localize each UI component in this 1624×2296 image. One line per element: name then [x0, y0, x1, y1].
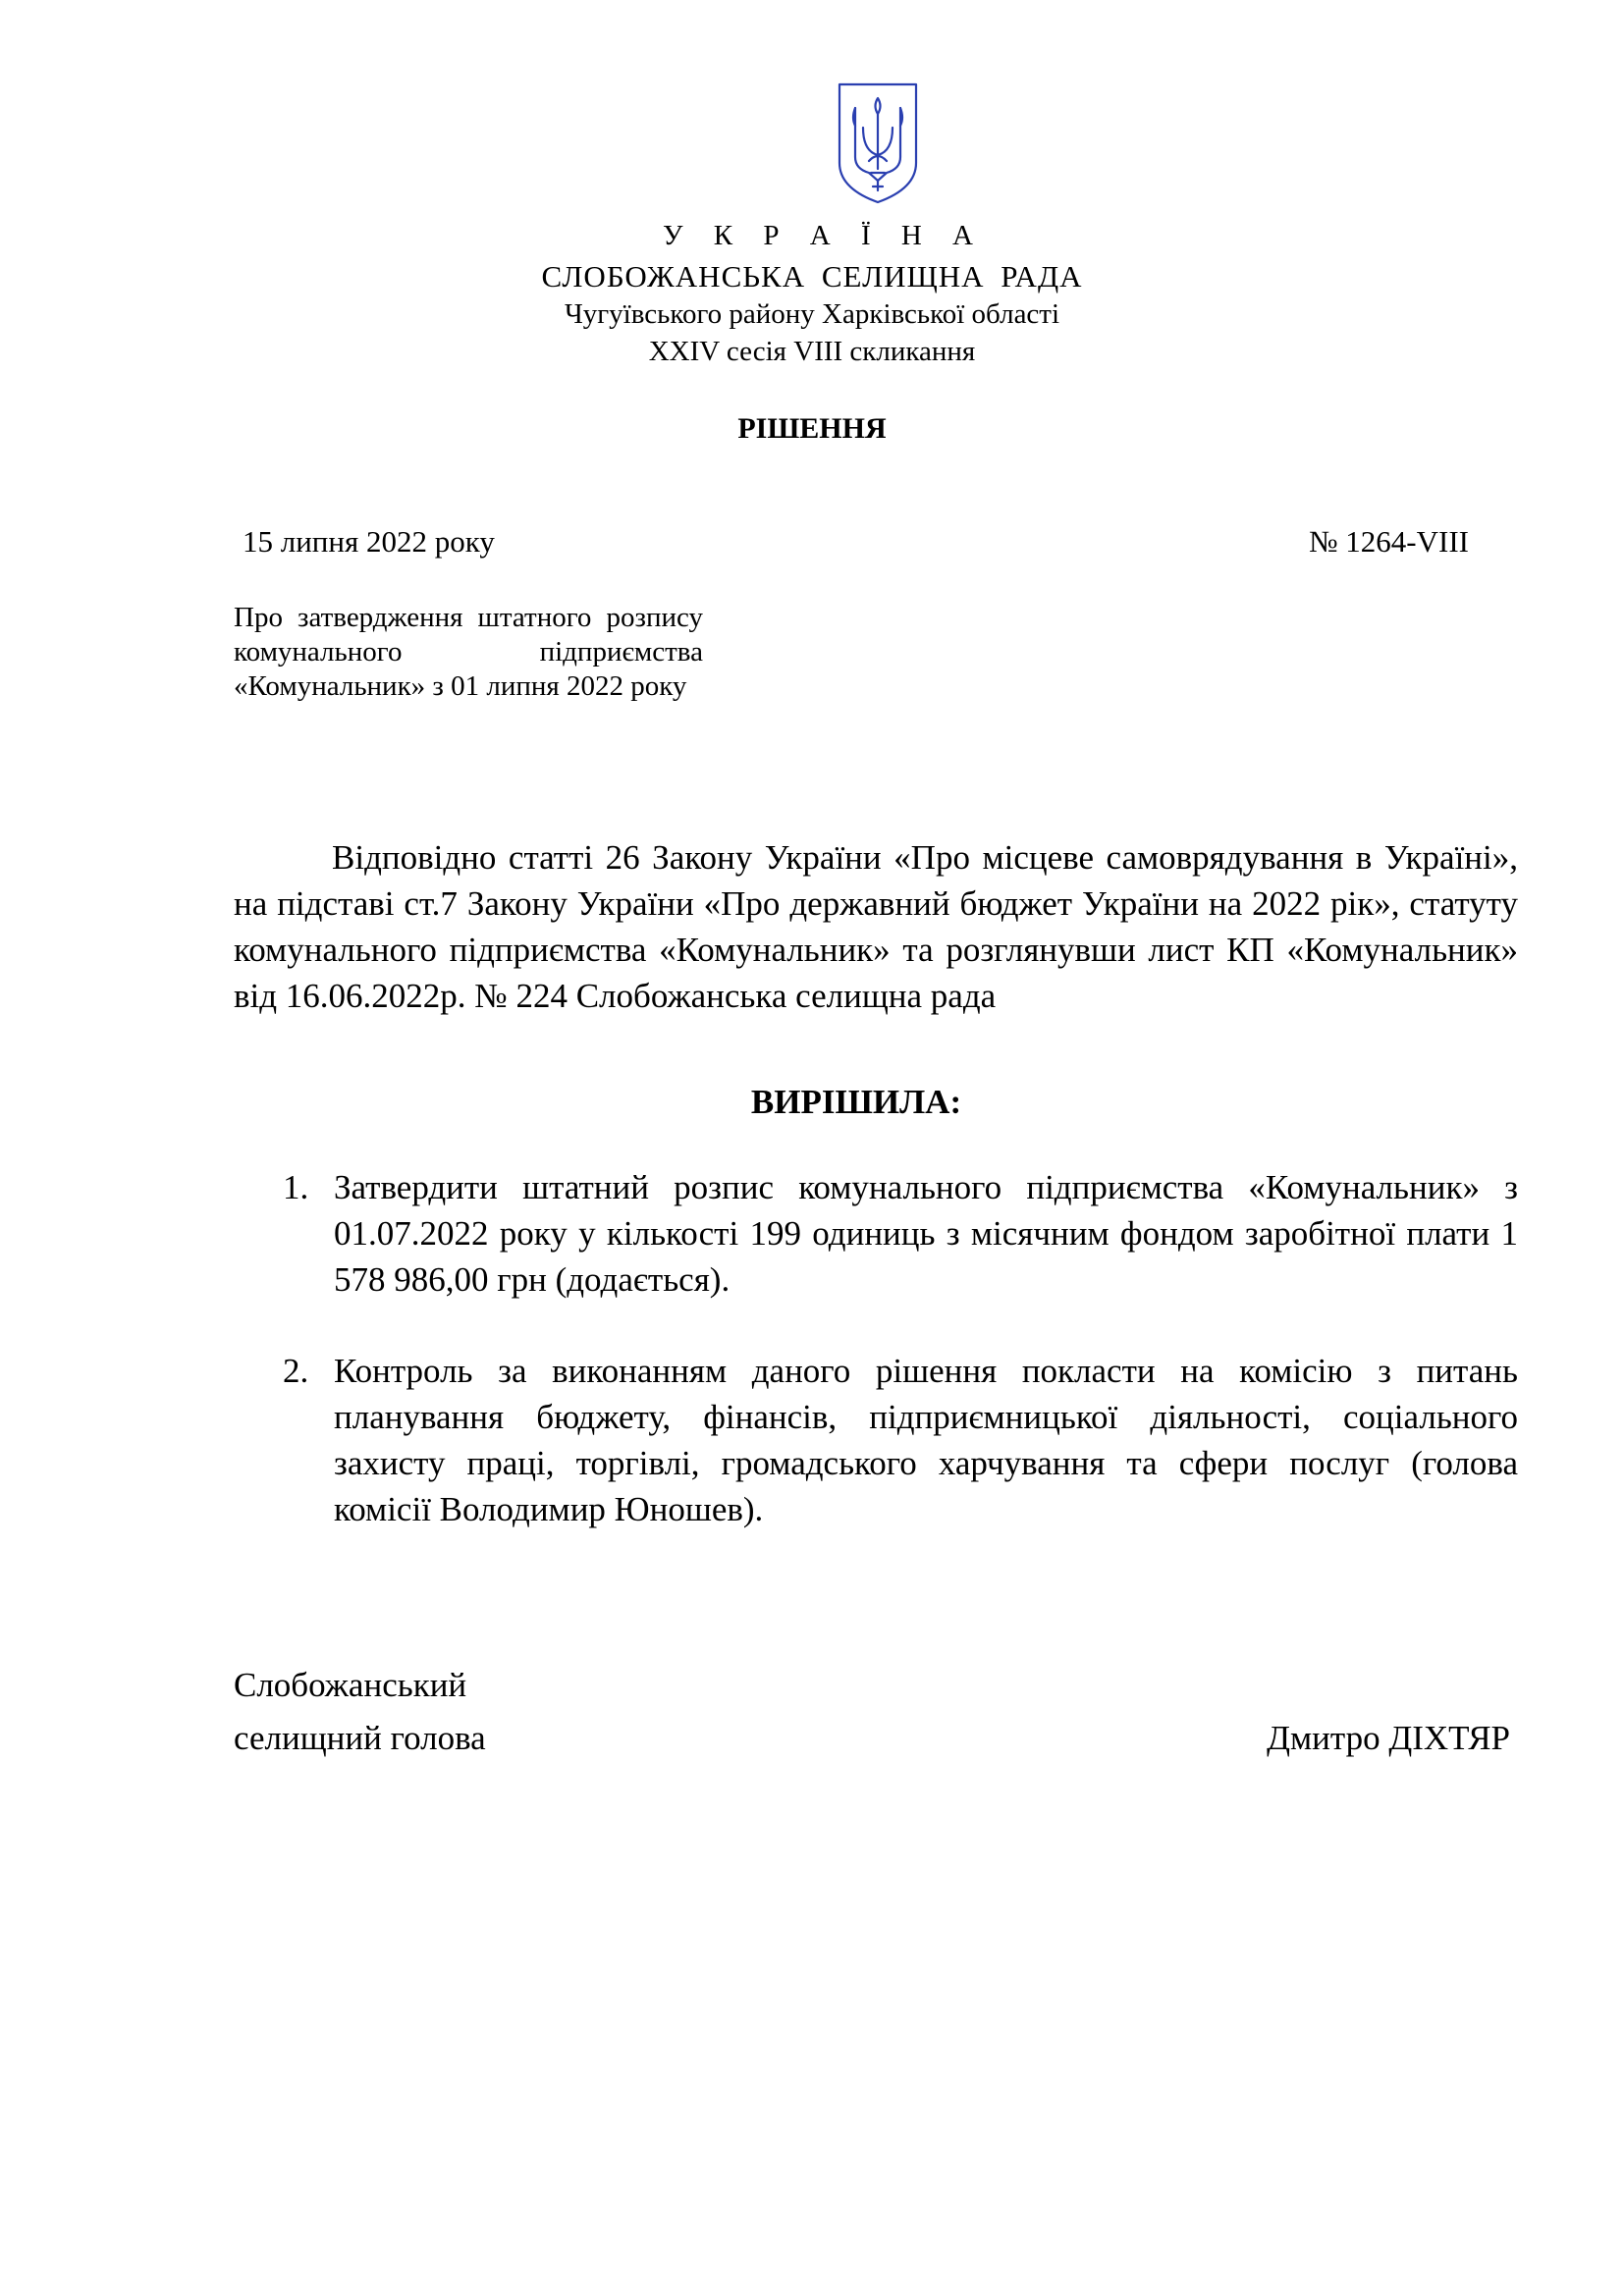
decision-subject: Про затвердження штатного розпису комунального підприємства «Комунальник» з 01 липня 2022 року	[234, 602, 703, 702]
document-title: РІШЕННЯ	[737, 412, 887, 445]
council-name: СЛОБОЖАНСЬКА СЕЛИЩНА РАДА	[541, 259, 1083, 294]
signatory-position-line1: Слобожанський	[234, 1666, 467, 1704]
item-text: Контроль за виконанням даного рішення покласти на комісію з питань планування бюджету, фінансів, підприємницької діяльності, соціального захисту праці, торгівлі, громадського харчування та сфери послуг (голова комісії Володимир Юношев).	[334, 1352, 1518, 1528]
country-name: У К Р А Ї Н А	[663, 220, 985, 251]
session-info: XXIV сесія VIII скликання	[648, 336, 976, 367]
resolution-items	[234, 1164, 1518, 1577]
signature-block	[234, 1659, 1510, 1765]
item-number: 2.	[283, 1352, 309, 1390]
resolution-item	[234, 1348, 1518, 1532]
coat-of-arms-icon	[834, 79, 922, 206]
item-text: Затвердити штатний розпис комунального підприємства «Комунальник» з 01.07.2022 року у кількості 199 одиниць з місячним фондом заробітної плати 1 578 986,00 грн (додається).	[334, 1168, 1518, 1299]
district-name: Чугуївського району Харківської області	[564, 298, 1060, 330]
signatory-name: Дмитро ДІХТЯР	[1267, 1719, 1510, 1757]
decision-date: 15 липня 2022 року	[243, 524, 495, 559]
decision-number: № 1264-VIII	[1308, 524, 1469, 559]
signatory-position-line2: селищний голова	[234, 1719, 486, 1757]
preamble-paragraph: Відповідно статті 26 Закону України «Про місцеве самоврядування в Україні», на підставі ст.7 Закону України «Про державний бюджет України на 2022 рік», статуту комунального підприємства «Комунальник» та розглянувши лист КП «Комунальник» від 16.06.2022р. № 224 Слобожанська селищна рада	[234, 838, 1518, 1015]
item-number: 1.	[283, 1168, 309, 1206]
resolution-item	[234, 1164, 1518, 1303]
resolved-heading: ВИРІШИЛА:	[750, 1083, 962, 1121]
